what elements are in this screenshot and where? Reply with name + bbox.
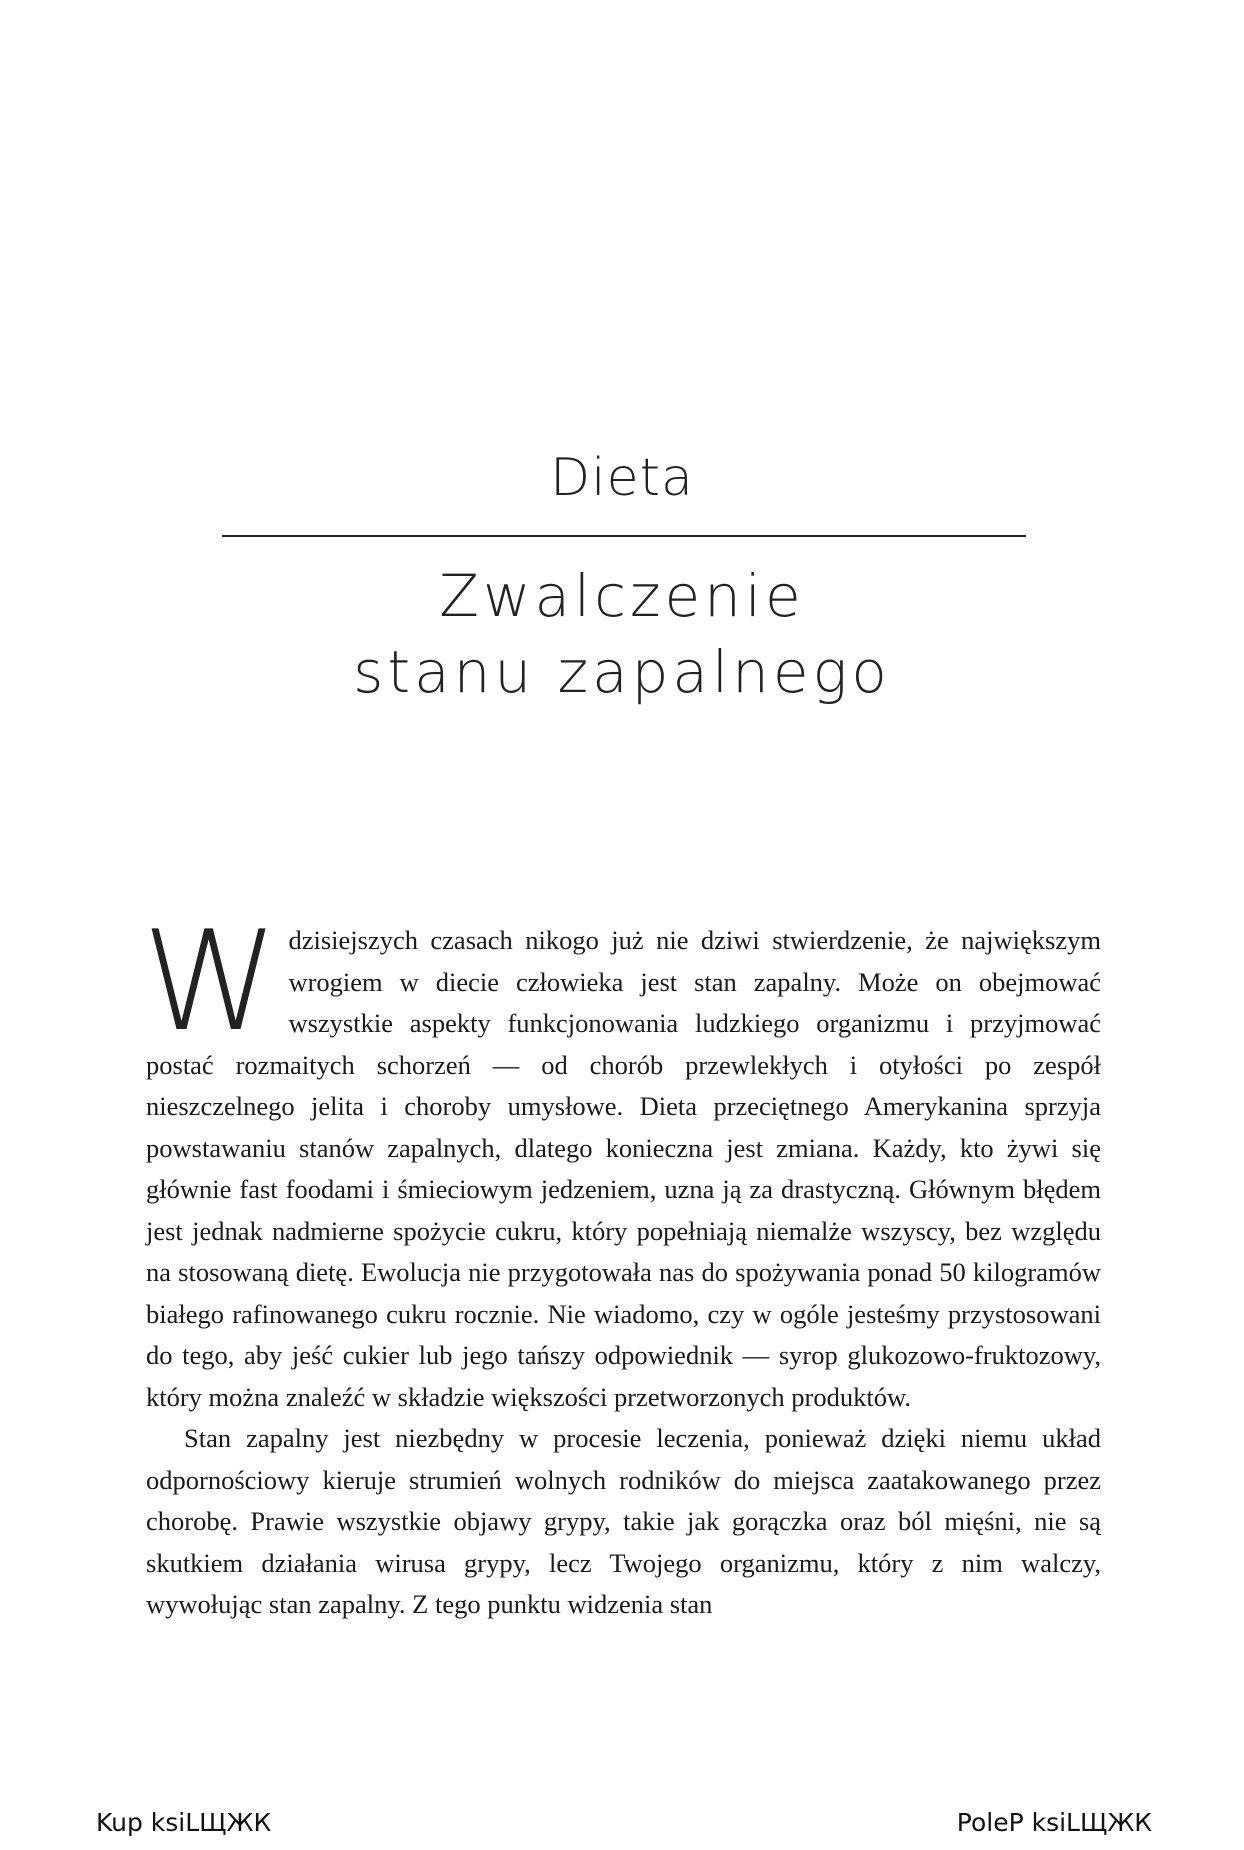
chapter-title-line-2: stanu zapalnego: [353, 638, 891, 706]
paragraph-1-text: dzisiejszych czasach nikogo już nie dziwi stwierdzenie, że największym wrogiem w diecie człowieka jest stan zapalny. Może on obejmować wszystkie aspekty funkcjonowania ludzkiego organizmu i przyjmować postać rozmaitych schorzeń — od chorób przewlekłych i otyłości po zespół nieszczelnego jelita i choroby umysłowe. Dieta przeciętnego Amerykanina sprzyja powstawaniu stanów zapalnych, dlatego konieczna jest zmiana. Każdy, kto żywi się głównie fast foodami i śmieciowym jedzeniem, uzna ją za drastyczną. Głównym błędem jest jednak nadmierne spożycie cukru, który popełniają niemalże wszyscy, bez względu na stosowaną dietę. Ewolucja nie przygotowała nas do spożywania ponad 50 kilogramów białego rafinowanego cukru rocznie. Nie wiadomo, czy w ogóle jesteśmy przystosowani do tego, aby jeść cukier lub jego tańszy odpowiednik — syrop glukozowo-fruktozowy, który można znaleźć w składzie większości przetworzonych produktów.: [146, 925, 1101, 1412]
recommend-book-link[interactable]: PoleP ksiLЩЖК: [956, 1808, 1152, 1837]
chapter-title-line-1: Zwalczenie: [439, 562, 805, 630]
buy-book-link[interactable]: Kup ksiLЩЖК: [96, 1808, 272, 1837]
paragraph-2: Stan zapalny jest niezbędny w procesie leczenia, ponieważ dzięki niemu układ odpornościowy kieruje strumień wolnych rodników do miejsca zaatakowanego przez chorobę. Prawie wszystkie objawy grypy, takie jak gorączka oraz ból mięśni, nie są skutkiem działania wirusa grypy, lecz Twojego organizmu, który z nim walczy, wywołując stan zapalny. Z tego punktu widzenia stan: [146, 1423, 1101, 1619]
chapter-title: [0, 558, 1244, 710]
body-text: [142, 901, 1101, 1626]
chapter-divider: [222, 535, 1026, 537]
paragraph-1: [142, 901, 1101, 1418]
chapter-label: Dieta: [550, 448, 694, 508]
drop-cap: W: [142, 901, 279, 1062]
